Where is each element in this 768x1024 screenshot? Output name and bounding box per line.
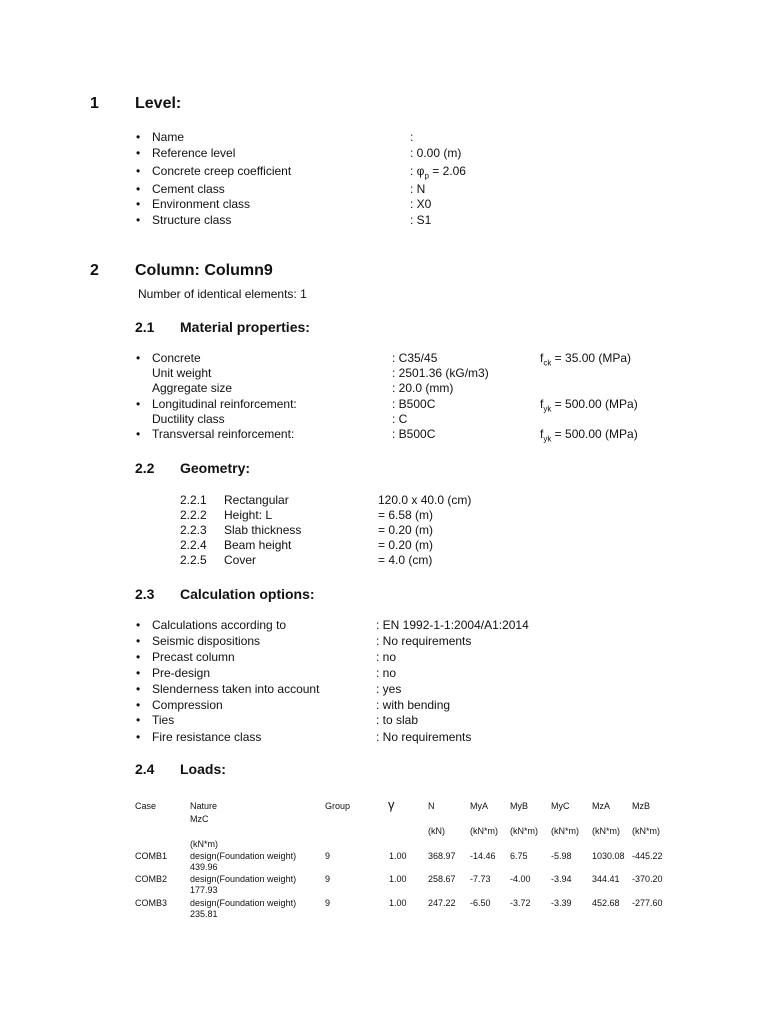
- geometry-label: Cover: [224, 553, 257, 567]
- geometry-label: Rectangular: [224, 493, 289, 507]
- col-mza-header: MzA: [592, 801, 610, 811]
- identical-elements-text: Number of identical elements: 1: [138, 287, 307, 301]
- material-label: Ductility class: [152, 412, 225, 426]
- section-2-1-number: 2.1: [135, 319, 155, 335]
- strength-subscript: ck: [543, 358, 552, 368]
- strength-value: = 500.00 (MPa): [551, 397, 638, 411]
- material-label: Concrete: [152, 351, 201, 365]
- loads-cell-mya: -7.73: [470, 874, 491, 884]
- unit-mzc: (kN*m): [190, 839, 218, 849]
- option-value: : No requirements: [376, 634, 472, 648]
- option-value: : No requirements: [376, 730, 472, 744]
- loads-cell-group: 9: [325, 851, 331, 861]
- option-label: Fire resistance class: [152, 730, 262, 744]
- unit-n: (kN): [428, 826, 445, 836]
- material-value: : 20.0 (mm): [392, 381, 454, 395]
- material-strength: [540, 427, 638, 443]
- section-2-2-title: Geometry:: [180, 460, 251, 476]
- strength-value: = 500.00 (MPa): [551, 427, 638, 441]
- col-mzb-header: MzB: [632, 801, 650, 811]
- loads-cell-n: 247.22: [428, 898, 456, 908]
- section-2-2-number: 2.2: [135, 460, 155, 476]
- bullet-icon: •: [136, 650, 141, 664]
- loads-cell-mya: -6.50: [470, 898, 491, 908]
- loads-cell-nature: design(Foundation weight): [190, 851, 297, 861]
- geometry-label: Beam height: [224, 538, 292, 552]
- col-nature-header: Nature: [190, 801, 218, 811]
- bullet-icon: •: [136, 682, 141, 696]
- material-label: Transversal reinforcement:: [152, 427, 295, 441]
- loads-cell-group: 9: [325, 898, 331, 908]
- section-2-4-number: 2.4: [135, 761, 155, 777]
- bullet-icon: •: [136, 351, 141, 365]
- value-suffix: = 2.06: [428, 164, 466, 178]
- bullet-icon: •: [136, 397, 141, 411]
- geometry-number: 2.2.2: [180, 508, 207, 522]
- geometry-value: 120.0 x 40.0 (cm): [378, 493, 472, 507]
- strength-symbol: f: [540, 427, 544, 441]
- col-mzc-header: MzC: [190, 814, 209, 824]
- option-value: : with bending: [376, 698, 451, 712]
- option-value: : EN 1992-1-1:2004/A1:2014: [376, 618, 529, 632]
- loads-cell-mzc: 439.96: [190, 862, 218, 872]
- material-value: : B500C: [392, 397, 436, 411]
- option-label: Precast column: [152, 650, 235, 664]
- section-1-title: Level:: [135, 95, 182, 112]
- level-item-label: Reference level: [152, 146, 236, 160]
- unit-myb: (kN*m): [510, 826, 538, 836]
- section-2-3-number: 2.3: [135, 586, 155, 602]
- level-item-label: Cement class: [152, 182, 225, 196]
- section-2-1-title: Material properties:: [180, 319, 310, 335]
- bullet-icon: •: [136, 427, 141, 441]
- section-2-4-title: Loads:: [180, 761, 226, 777]
- unit-myc: (kN*m): [551, 826, 579, 836]
- loads-cell-nature: design(Foundation weight): [190, 898, 297, 908]
- bullet-icon: •: [136, 146, 141, 160]
- option-label: Calculations according to: [152, 618, 287, 632]
- bullet-icon: •: [136, 197, 141, 211]
- loads-cell-mzc: 177.93: [190, 885, 218, 895]
- loads-cell-myc: -3.94: [551, 874, 572, 884]
- geometry-number: 2.2.5: [180, 553, 207, 567]
- unit-mya: (kN*m): [470, 826, 498, 836]
- material-label: Longitudinal reinforcement:: [152, 397, 297, 411]
- level-item-label: Environment class: [152, 197, 251, 211]
- loads-cell-n: 258.67: [428, 874, 456, 884]
- material-label: Aggregate size: [152, 381, 233, 395]
- loads-cell-mzc: 235.81: [190, 909, 218, 919]
- col-gamma-header: γ: [388, 797, 395, 812]
- loads-cell-n: 368.97: [428, 851, 456, 861]
- bullet-icon: •: [136, 666, 141, 680]
- material-label: Unit weight: [152, 366, 212, 380]
- loads-cell-mzb: -277.60: [632, 898, 663, 908]
- col-myc-header: MyC: [551, 801, 570, 811]
- loads-cell-mzb: -445.22: [632, 851, 663, 861]
- col-mya-header: MyA: [470, 801, 488, 811]
- loads-cell-myb: -3.72: [510, 898, 531, 908]
- material-value: : B500C: [392, 427, 436, 441]
- bullet-icon: •: [136, 164, 141, 178]
- loads-cell-group: 9: [325, 874, 331, 884]
- geometry-number: 2.2.1: [180, 493, 207, 507]
- loads-cell-gamma: 1.00: [389, 874, 407, 884]
- strength-subscript: yk: [543, 434, 552, 444]
- bullet-icon: •: [136, 698, 141, 712]
- option-label: Slenderness taken into account: [152, 682, 320, 696]
- geometry-number: 2.2.4: [180, 538, 207, 552]
- loads-cell-mza: 344.41: [592, 874, 620, 884]
- value-subscript: p: [424, 171, 429, 181]
- col-group-header: Group: [325, 801, 351, 811]
- strength-symbol: f: [540, 351, 544, 365]
- geometry-value: = 6.58 (m): [378, 508, 434, 522]
- bullet-icon: •: [136, 182, 141, 196]
- material-strength: [540, 351, 631, 367]
- material-value: : C: [392, 412, 408, 426]
- option-label: Seismic dispositions: [152, 634, 261, 648]
- col-case-header: Case: [135, 801, 157, 811]
- unit-mzb: (kN*m): [632, 826, 660, 836]
- material-value: : 2501.36 (kG/m3): [392, 366, 489, 380]
- col-myb-header: MyB: [510, 801, 528, 811]
- loads-cell-myb: 6.75: [510, 851, 528, 861]
- bullet-icon: •: [136, 634, 141, 648]
- loads-cell-mya: -14.46: [470, 851, 496, 861]
- section-2-3-title: Calculation options:: [180, 586, 315, 602]
- option-value: : to slab: [376, 713, 419, 727]
- option-value: : no: [376, 650, 397, 664]
- geometry-number: 2.2.3: [180, 523, 207, 537]
- bullet-icon: •: [136, 130, 141, 144]
- loads-cell-myc: -3.39: [551, 898, 572, 908]
- strength-value: = 35.00 (MPa): [551, 351, 632, 365]
- loads-cell-case: COMB3: [135, 898, 168, 908]
- loads-cell-gamma: 1.00: [389, 851, 407, 861]
- col-n-header: N: [428, 801, 435, 811]
- level-item-value: [410, 164, 466, 180]
- strength-symbol: f: [540, 397, 544, 411]
- loads-cell-gamma: 1.00: [389, 898, 407, 908]
- material-strength: [540, 397, 638, 413]
- level-item-value: : S1: [410, 213, 432, 227]
- section-1-number: 1: [90, 95, 99, 112]
- option-label: Ties: [152, 713, 175, 727]
- level-item-label: Structure class: [152, 213, 232, 227]
- bullet-icon: •: [136, 618, 141, 632]
- level-item-value: :: [410, 130, 414, 144]
- loads-cell-mzb: -370.20: [632, 874, 663, 884]
- loads-cell-case: COMB1: [135, 851, 168, 861]
- bullet-icon: •: [136, 730, 141, 744]
- geometry-label: Slab thickness: [224, 523, 302, 537]
- geometry-value: = 0.20 (m): [378, 538, 434, 552]
- loads-cell-myb: -4.00: [510, 874, 531, 884]
- unit-mza: (kN*m): [592, 826, 620, 836]
- level-item-value: : X0: [410, 197, 432, 211]
- level-item-label: Name: [152, 130, 185, 144]
- option-label: Pre-design: [152, 666, 211, 680]
- bullet-icon: •: [136, 213, 141, 227]
- level-item-value: : 0.00 (m): [410, 146, 462, 160]
- section-2-title: Column: Column9: [135, 262, 273, 279]
- loads-cell-myc: -5.98: [551, 851, 572, 861]
- section-2-number: 2: [90, 262, 99, 279]
- material-value: : C35/45: [392, 351, 438, 365]
- value-prefix: : φ: [410, 164, 425, 178]
- bullet-icon: •: [136, 713, 141, 727]
- geometry-value: = 0.20 (m): [378, 523, 434, 537]
- loads-cell-mza: 1030.08: [592, 851, 625, 861]
- loads-cell-case: COMB2: [135, 874, 168, 884]
- level-item-label: Concrete creep coefficient: [152, 164, 292, 178]
- geometry-label: Height: L: [224, 508, 273, 522]
- option-value: : yes: [376, 682, 402, 696]
- strength-subscript: yk: [543, 404, 552, 414]
- loads-cell-nature: design(Foundation weight): [190, 874, 297, 884]
- loads-cell-mza: 452.68: [592, 898, 620, 908]
- option-label: Compression: [152, 698, 223, 712]
- level-item-value: : N: [410, 182, 426, 196]
- option-value: : no: [376, 666, 397, 680]
- geometry-value: = 4.0 (cm): [378, 553, 433, 567]
